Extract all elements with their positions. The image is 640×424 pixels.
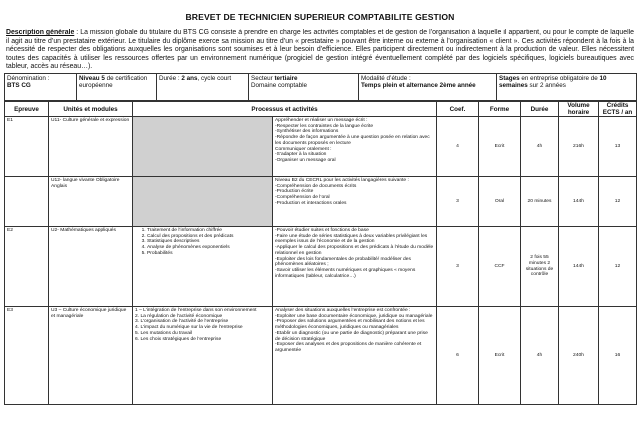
description-lead: Description générale	[6, 29, 75, 36]
processus-cell	[133, 117, 273, 177]
forme-cell: Ecrit	[479, 307, 521, 405]
denomination-label: Dénomination :	[7, 75, 50, 82]
processus-item: 4. Analyse de phénomènes exponentiels	[147, 245, 270, 251]
activites-cell	[273, 307, 437, 405]
activite-line: Communiquer oralement :	[275, 146, 332, 152]
activite-line: -Synthétiser des informations	[275, 129, 339, 135]
unite-cell: U3 – Culture économique juridique et managériale	[49, 307, 133, 405]
duree-value: 2 ans	[181, 75, 198, 82]
activite-line: -Compréhension de documents écrits	[275, 183, 357, 189]
description-text: : La mission globale du titulaire du BTS CG consiste à prendre en charge les activités comptables et de gestion de l’organisation à laquelle il appartient, ou pour le compte de laquelle il agit au titre d’un prestataire extérieur. Le titulaire du diplôme exerce sa mission au titre d’un « prestataire » pouvant être interne ou externe à l’organisation « client ». Ces activités répondent à la fois à la nécessité de respecter des obligations auxquelles les organisations sont soumises et à leur besoin d’efficience. Elles participent directement ou indirectement à la production de valeur. Elles nécessitent toutes des capacités à utiliser les ressources offertes par un environnement numérique (progiciel de gestion intégré éventuellement complété par des logiciels spécifiques, logiciels bureautiques avec tableur, accès au réseau…).	[6, 29, 634, 71]
modalite-label: Modalité d’étude :	[361, 75, 411, 82]
header-unites: Unités et modules	[49, 102, 133, 117]
activite-line: -Organiser un message oral	[275, 157, 336, 163]
header-credits: Crédits ECTS / an	[599, 102, 637, 117]
epreuve-cell: E1	[5, 117, 49, 177]
table-row	[5, 307, 637, 405]
header-epreuve: Epreuve	[5, 102, 49, 117]
unite-cell: U2- Mathématiques appliqués	[49, 227, 133, 307]
unite-cell: U11- Culture générale et expression	[49, 117, 133, 177]
duree-cell: 2 fois 55 minutes 2 situations de contrôle	[521, 227, 559, 307]
processus-item: 5. Les mutations du travail	[135, 330, 193, 336]
activites-cell	[273, 227, 437, 307]
header-processus: Processus et activités	[133, 102, 437, 117]
duree-cell: 4h	[521, 117, 559, 177]
niveau-text: de certification européenne	[79, 75, 148, 90]
secteur-value: tertiaire	[274, 75, 298, 82]
coef-cell: 6	[437, 307, 479, 405]
processus-item: 6. Les choix stratégiques de l’entreprise	[135, 336, 222, 342]
activite-line: -Savoir utiliser les éléments numériques et graphiques « moyens informatiques (tableur, calculatrice…)	[275, 267, 416, 279]
processus-cell	[133, 307, 273, 405]
activite-line: -Compréhension de l’oral	[275, 195, 330, 201]
processus-cell	[133, 227, 273, 307]
activite-line: -Production et interactions orales	[275, 200, 347, 206]
credits-cell: 13	[599, 117, 637, 177]
forme-cell: Ecrit	[479, 117, 521, 177]
document-title: BREVET DE TECHNICIEN SUPERIEUR COMPTABILITE GESTION	[185, 12, 455, 22]
activite-line: -Faire une étude de séries statistiques à deux variables privilégiant les exemples issus de l’économie et de la gestion	[275, 233, 428, 245]
duree-cell: 20 minutes	[521, 177, 559, 227]
activite-line: -Exposer des analyses et des propositions de manière cohérente et argumentée	[275, 342, 422, 353]
duree-label: Durée :	[159, 75, 182, 82]
processus-cell	[133, 177, 273, 227]
secteur-domain: Domaine comptable	[251, 82, 308, 90]
activite-line: -Appliquer le calcul des propositions et des prédicats à l’étude du modèle relationnel en gestion	[275, 245, 434, 256]
modalite-cell	[359, 74, 497, 101]
table-row	[5, 227, 637, 307]
activite-line: -Répondre de façon argumentée à une question posée en relation avec les documents proposés en lecture	[275, 135, 430, 146]
unite-cell: U12- langue vivante Obligatoire Anglais	[49, 177, 133, 227]
activites-cell	[273, 177, 437, 227]
table-row	[5, 117, 637, 177]
stages-text-b: sur 2 années	[527, 82, 566, 90]
activites-cell	[273, 117, 437, 177]
header-row	[5, 102, 637, 117]
duree-cell: 4h	[521, 307, 559, 405]
stages-cell	[497, 74, 637, 101]
niveau-cell	[77, 74, 157, 101]
credits-cell: 12	[599, 227, 637, 307]
epreuve-cell	[5, 177, 49, 227]
stages-label: Stages	[499, 75, 520, 82]
processus-item: 2. La régulation de l’activité économique	[135, 313, 223, 319]
coef-cell: 3	[437, 227, 479, 307]
processus-item: 4. L’impact du numérique sur la vie de l’entreprise	[135, 325, 243, 331]
forme-cell: Oral	[479, 177, 521, 227]
header-coef: Coef.	[437, 102, 479, 117]
credits-cell: 12	[599, 177, 637, 227]
general-description	[6, 29, 634, 73]
info-table	[4, 73, 637, 101]
epreuve-cell: E3	[5, 307, 49, 405]
modules-table	[4, 101, 637, 405]
activite-line: -Exploiter une base documentaire économique, juridique ou managériale	[275, 313, 433, 319]
modalite-value: Temps plein et alternance 2ème année	[361, 82, 476, 90]
processus-item: 1. Traitement de l’information chiffrée	[147, 228, 270, 234]
stages-text-a: en entreprise obligatoire de	[519, 75, 600, 82]
processus-list	[135, 228, 270, 257]
activite-line: -Respecter les contraintes de la langue écrite	[275, 123, 374, 129]
activite-line: -Exploiter des lois fondamentales de probabilité/ modéliser des phénomènes aléatoires ;	[275, 256, 411, 268]
processus-item: 3. L’organisation de l’activité de l’entreprise	[135, 319, 229, 325]
volume-cell: 144h	[559, 177, 599, 227]
activite-line: -Proposer des solutions argumentées et mobilisant des notions et les méthodologies économiques, juridiques ou managériales	[275, 319, 425, 331]
processus-item: 2. Calcul des propositions et des prédicats	[147, 234, 270, 240]
activite-line: Appréhender et réaliser un message écrit :	[275, 118, 368, 123]
activite-line: Niveau B2 du CECRL pour les activités langagières suivante :	[275, 178, 409, 183]
credits-cell: 16	[599, 307, 637, 405]
volume-cell: 216h	[559, 117, 599, 177]
stages-weeks: 10 semaines	[499, 75, 607, 90]
header-forme: Forme	[479, 102, 521, 117]
activite-line: -S’adapter à la situation	[275, 152, 327, 158]
header-volume: Volume horaire	[559, 102, 599, 117]
coef-cell: 4	[437, 117, 479, 177]
activite-line: -Production écrite	[275, 189, 314, 195]
forme-cell: CCF	[479, 227, 521, 307]
volume-cell: 144h	[559, 227, 599, 307]
activite-line: Analyser des situations auxquelles l’entreprise est confrontée :	[275, 308, 411, 313]
activite-line: -Etablir un diagnostic (ou une partie de diagnostic) préparant une prise de décision stratégique	[275, 330, 428, 342]
duree-text: , cycle court	[197, 75, 232, 82]
secteur-cell	[249, 74, 359, 101]
processus-item: 5. Probabilités	[147, 251, 270, 257]
denomination-cell	[5, 74, 77, 101]
coef-cell: 3	[437, 177, 479, 227]
processus-item: 3. Statistiques descriptives	[147, 239, 270, 245]
secteur-label: Secteur	[251, 75, 275, 82]
volume-cell: 240h	[559, 307, 599, 405]
table-row	[5, 177, 637, 227]
processus-item: 1 – L’intégration de l’entreprise dans son environnement	[135, 308, 257, 313]
header-duree: Durée	[521, 102, 559, 117]
denomination-value: BTS CG	[7, 82, 31, 90]
epreuve-cell: E2	[5, 227, 49, 307]
niveau-value: Niveau 5	[79, 75, 105, 82]
activite-line: -Pouvoir étudier suites et fonctions de base	[275, 228, 369, 233]
duree-cell	[157, 74, 249, 101]
